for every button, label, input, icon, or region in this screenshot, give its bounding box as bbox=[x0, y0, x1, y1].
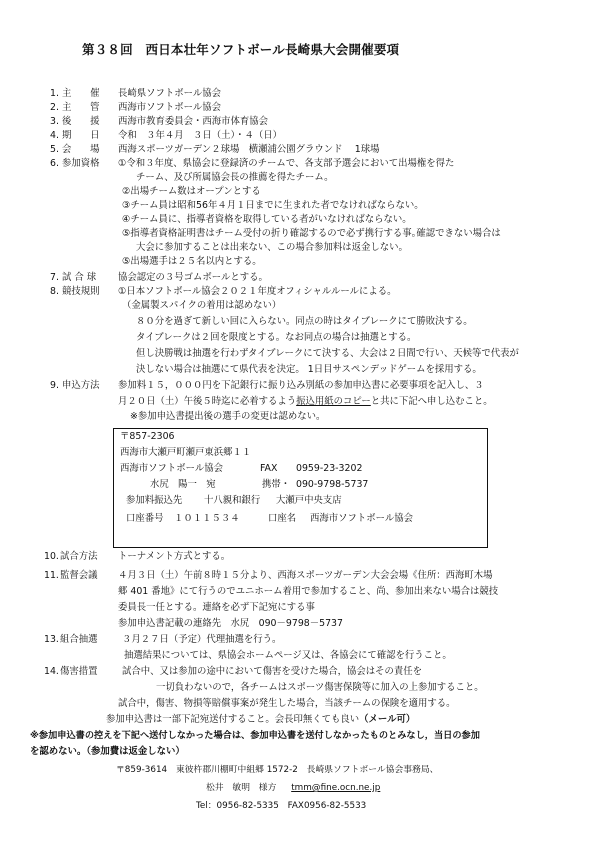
box-org: 西海市ソフトボール協会 bbox=[120, 463, 223, 474]
item-number: 3. bbox=[50, 116, 59, 127]
application-send-note: と共に下記へ申し込むこと。 bbox=[370, 396, 493, 407]
item-number: 13. bbox=[44, 634, 59, 645]
item-number: 8. bbox=[50, 286, 59, 297]
page-title: 第３８回 西日本壮年ソフトボール長崎県大会開催要項 bbox=[82, 42, 400, 57]
item-value: ４月３日（土）午前８時１５分より、西海スポーツガーデン大会会場《住所：西海町木場 bbox=[118, 570, 493, 581]
item-key: 組合抽選 bbox=[60, 634, 98, 645]
item-value: 西海スポーツガーデン２球場 横瀬浦公園グラウンド 1球場 bbox=[118, 144, 380, 155]
rules-line: （金属製スパイクの着用は認めない） bbox=[122, 300, 282, 311]
rules-line: ８０分を過ぎて新しい回に入らない。同点の時はタイブレークにて勝敗決する。 bbox=[136, 316, 473, 327]
fax-label: FAX bbox=[260, 463, 278, 474]
qualification-line: ⑤指導者資格証明書はチーム受付の折り確認するので必ず携行する事｡確認できない場合は bbox=[122, 228, 501, 239]
item-key: 会 場 bbox=[62, 144, 100, 155]
account-number: １０１１５３４ bbox=[174, 513, 240, 524]
item-key: 傷害措置 bbox=[60, 666, 98, 677]
item-number: 4. bbox=[50, 130, 59, 141]
bank-branch: 大瀬戸中央支店 bbox=[276, 495, 342, 506]
item-key: 主 管 bbox=[62, 102, 100, 113]
meeting-line: 委員長一任とする。連絡を必ず下記宛にする事 bbox=[118, 602, 315, 613]
qualification-line: ③チーム員は昭和56年４月１日までに生まれた者でなければならない。 bbox=[122, 200, 424, 211]
item-value: 長崎県ソフトボール協会 bbox=[118, 88, 221, 99]
account-label: 口座番号 bbox=[126, 513, 164, 524]
item-value: トーナメント方式とする。 bbox=[118, 551, 231, 562]
account-name-label: 口座名 bbox=[268, 513, 297, 524]
injury-line-mail bbox=[106, 714, 415, 726]
notice-reject: を認めない。 bbox=[30, 746, 87, 757]
qualification-line: ④チーム員に、指導者資格を取得している者がいなければならない。 bbox=[122, 214, 412, 225]
footer-person: 松井 敏明 様方 bbox=[206, 783, 277, 793]
item-number: 11. bbox=[44, 570, 59, 581]
account-name: 西海市ソフトボール協会 bbox=[310, 513, 413, 524]
fax-number: 0959-23-3202 bbox=[296, 463, 363, 474]
item-value: 参加料１５，０００円を下記銀行に振り込み別紙の参加申込書に必要事項を記入し、３ bbox=[118, 380, 484, 391]
meeting-line: 郷 401 番地》にて行うのでユニホーム着用で参加すること、尚、参加出来ない場合は競技 bbox=[118, 586, 499, 597]
injury-line: 一切負わないので，各チームはスポーツ傷害保険等に加入の上参加すること。 bbox=[156, 682, 484, 693]
rules-line: 但し決勝戦は抽選を行わずタイブレークにて決する、大会は２日間で行い、天候等で代表が bbox=[136, 348, 519, 359]
item-key: 後 援 bbox=[62, 116, 100, 127]
item-value: ３月２７日（予定）代理抽選を行う。 bbox=[122, 634, 282, 645]
item-value: 西海市ソフトボール協会 bbox=[118, 102, 221, 113]
rules-line: タイブレークは２回を限度とする。なお同点の場合は抽選とする。 bbox=[136, 332, 417, 343]
item-number: 9. bbox=[50, 380, 59, 391]
qualification-line: ⑤出場選手は２５名以内とする。 bbox=[122, 256, 262, 267]
qualification-line: ②出場チーム数はオープンとする bbox=[122, 186, 261, 197]
application-note: ※参加申込書提出後の選手の変更は認めない。 bbox=[130, 411, 326, 422]
bank-name: 十八親和銀行 bbox=[204, 495, 261, 506]
item-number: 6. bbox=[50, 158, 59, 169]
box-account bbox=[126, 513, 413, 525]
application-copy-note: 振込用紙のコピー bbox=[296, 396, 371, 407]
mobile-label: 携帯・ bbox=[262, 479, 291, 490]
item-value: 令和 ３年４月 ３日（土）・４（日） bbox=[118, 130, 283, 141]
item-value: 協会認定の３号ゴムボールとする。 bbox=[118, 272, 268, 283]
item-key: 試 合 球 bbox=[62, 272, 97, 283]
rules-line: 決しない場合は抽選にて県代表を決定。 1日目サスペンデッドゲームを採用する。 bbox=[136, 364, 482, 375]
item-key: 申込方法 bbox=[62, 380, 100, 391]
item-key: 参加資格 bbox=[62, 158, 100, 169]
footer-address: 〒859-3614 東彼杵郡川棚町中組郷 1572-2 長崎県ソフトボール協会事務局、 bbox=[116, 765, 439, 775]
box-postal: 〒857-2306 bbox=[120, 431, 175, 442]
item-number: 7. bbox=[50, 272, 59, 283]
item-value: ①日本ソフトボール協会２０２１年度オフィシャルルールによる。 bbox=[118, 286, 397, 297]
item-key: 競技規則 bbox=[62, 286, 100, 297]
mobile-number: 090-9798-5737 bbox=[296, 479, 369, 490]
item-key: 期 日 bbox=[62, 130, 100, 141]
mail-ok-note: （メール可） bbox=[359, 714, 416, 725]
box-bank bbox=[126, 495, 342, 507]
application-deadline: 月２０日（土）午後５時迄に必着するよう bbox=[118, 396, 297, 407]
qualification-line: チーム、及び所属協会長の推薦を得たチーム。 bbox=[136, 172, 334, 183]
item-number: 1. bbox=[50, 88, 59, 99]
box-address: 西海市大瀬戸町瀬戸東浜郷１１ bbox=[120, 447, 252, 458]
item-value: 試合中、又は参加の途中において傷害を受けた場合，協会はその責任を bbox=[122, 666, 423, 677]
injury-line: 試合中，傷害、物損等賠償事案が発生した場合，当該チームの保険を適用する。 bbox=[118, 698, 456, 709]
meeting-line: 参加申込書記載の連絡先 水尻 090－9798－5737 bbox=[118, 618, 343, 629]
bank-label: 参加料振込先 bbox=[126, 495, 183, 506]
footer-contact bbox=[206, 782, 380, 794]
draw-line: 抽選結果については、県協会ホームページ又は、各協会にて確認を行うこと。 bbox=[124, 650, 452, 661]
item-number: 14. bbox=[44, 666, 59, 677]
item-number: 10. bbox=[44, 551, 59, 562]
footer-tel-fax: Tel：0956-82-5335 FAX0956-82-5533 bbox=[196, 801, 367, 811]
notice-line-2 bbox=[30, 746, 185, 758]
notice-no-refund: （参加費は返金しない） bbox=[86, 746, 185, 757]
box-person-mobile bbox=[150, 479, 369, 491]
box-person: 水尻 陽一 宛 bbox=[150, 479, 216, 490]
injury-send-note: 参加申込書は一部下記宛送付すること。会長印無くても良い bbox=[106, 714, 360, 725]
item-key: 試合方法 bbox=[60, 551, 98, 562]
box-org-fax bbox=[120, 463, 363, 475]
application-line-2 bbox=[118, 396, 493, 408]
item-key: 主 催 bbox=[62, 88, 100, 99]
item-value: ①令和３年度、県協会に登録済のチームで、各支部予選会において出場権を得た bbox=[118, 158, 455, 169]
footer-email-link[interactable]: tmm@fine.ocn.ne.jp bbox=[291, 783, 381, 793]
item-value: 西海市教育委員会・西海市体育協会 bbox=[118, 116, 269, 127]
item-key: 監督会議 bbox=[60, 570, 98, 581]
item-number: 2. bbox=[50, 102, 59, 113]
item-number: 5. bbox=[50, 144, 59, 155]
notice-line-1: ※参加申込書の控えを下記へ送付しなかった場合は、参加申込書を送付しなかったものとみなし，当日の参加 bbox=[30, 730, 480, 741]
qualification-line: 大会に参加することは出来ない、この場合参加料は返金しない。 bbox=[136, 242, 408, 253]
